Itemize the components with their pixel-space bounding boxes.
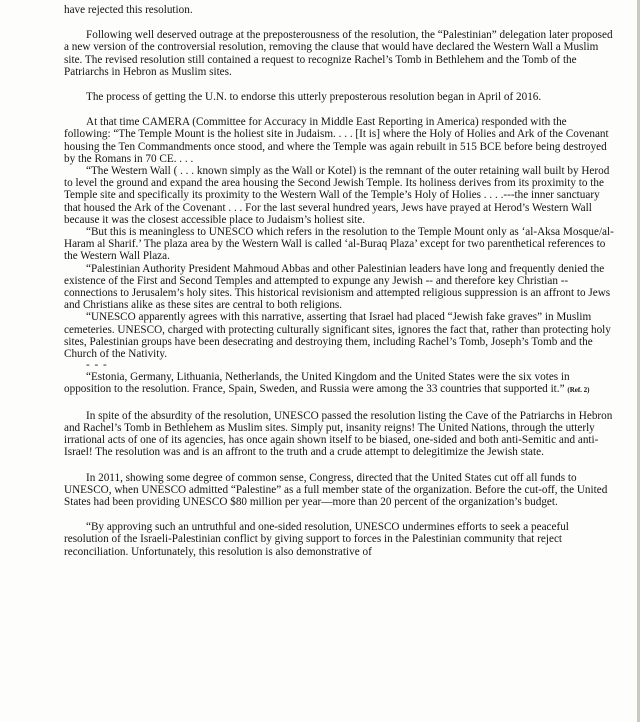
- paragraph-12: “By approving such an untruthful and one-sided resolution, UNESCO undermines efforts to seek a peaceful resolution of the Israeli-Palestinian conflict by giving support to forces in the Palestinian community that reject reconciliation. Unfortunately, this resolution is also demonstrative of: [64, 521, 569, 558]
- reference-marker: (Ref. 2): [567, 386, 590, 395]
- paragraph-7: “Palestinian Authority President Mahmoud Abbas and other Palestinian leaders have long and frequently denied the existence of the First and Second Temples and attempted to expunge any Jewish -- and therefore key Christian -- connections to Jerusalem’s holy sites. This historical revisionism and attempted religious suppression is an affront to Jews and Christians alike as these sites are central to both religions.: [64, 262, 611, 312]
- paragraph-2: Following well deserved outrage at the preposterousness of the resolution, the “Palestinian” delegation later proposed a new version of the controversial resolution, removing the clause that would have declared the Western Wall a Muslim site. The revised resolution still contained a request to recognize Rachel’s Tomb in Bethlehem and the Tomb of the Patriarchs in Hebron as Muslim sites.: [64, 29, 613, 78]
- paragraph-6: “But this is meaningless to UNESCO which refers in the resolution to the Temple Mount only as ‘al-Aksa Mosque/al-Haram al Sharif.’ The plaza area by the Western Wall is called ‘al-Buraq Plaza’ except for two parenthetical references to the Western Wall Plaza.: [64, 226, 614, 263]
- paragraph-11: In 2011, showing some degree of common sense, Congress, directed that the United States cut off all funds to UNESCO, when UNESCO admitted “Palestine” as a full member state of the organization. Before the cut-off, the United States had been providing UNESCO $80 million per year—more than 20 percent of the organization’s budget.: [64, 471, 608, 508]
- paragraph-4: At that time CAMERA (Committee for Accuracy in Middle East Reporting in America) responded with the following: “The Temple Mount is the holiest site in Judaism. . . . [It is] where the Holy of Holies and Ark of the Covenant housing the Ten Commandments once stood, and where the Temple was again rebuilt in 515 BCE before being destroyed by the Romans in 70 CE. . . .: [64, 116, 609, 165]
- paragraph-9-text: “Estonia, Germany, Lithuania, Netherlands, the United Kingdom and the United States were the six votes in opposition to the resolution. France, Spain, Sweden, and Russia were among the 33 countries that supported it.”: [64, 371, 570, 396]
- paragraph-8: “UNESCO apparently agrees with this narrative, asserting that Israel had placed “Jewish fake graves” in Muslim cemeteries. UNESCO, charged with protecting culturally significant sites, ignores the fact that, rather than protecting holy sites, Palestinian groups have been desecrating and destroying them, including Rachel’s Tomb, Joseph’s Tomb and the Church of the Nativity.: [64, 311, 611, 361]
- paragraph-5: “The Western Wall ( . . . known simply as the Wall or Kotel) is the remnant of the outer retaining wall built by Herod to level the ground and expand the area housing the Second Jewish Temple. Its holiness derives from its proximity to the Temple site and specifically its proximity to the Western Wall of the Temple’s Holy of Holies . . . .---the inner sanctuary that housed the Ark of the Covenant . . . For the last several hundred years, Jews have prayed at Herod’s Western Wall because it was the closest accessible place to Judaism’s holiest site.: [64, 165, 610, 226]
- paragraph-3: The process of getting the U.N. to endorse this utterly preposterous resolution began in April of 2016.: [86, 91, 542, 104]
- paragraph-1: have rejected this resolution.: [64, 4, 193, 16]
- section-separator: - - -: [86, 359, 108, 372]
- paragraph-10: In spite of the absurdity of the resolution, UNESCO passed the resolution listing the Cave of the Patriarchs in Hebron and Rachel’s Tomb in Bethlehem as Muslim sites. Simply put, insanity reigns! The United Nations, through the utterly irrational acts of one of its agencies, has once again shown itself to be biased, one-sided and both anti-Semitic and anti-Israel! The resolution was and is an affront to the truth and a crude attempt to delegitimize the Jewish state.: [64, 409, 613, 459]
- paragraph-9: [64, 371, 616, 396]
